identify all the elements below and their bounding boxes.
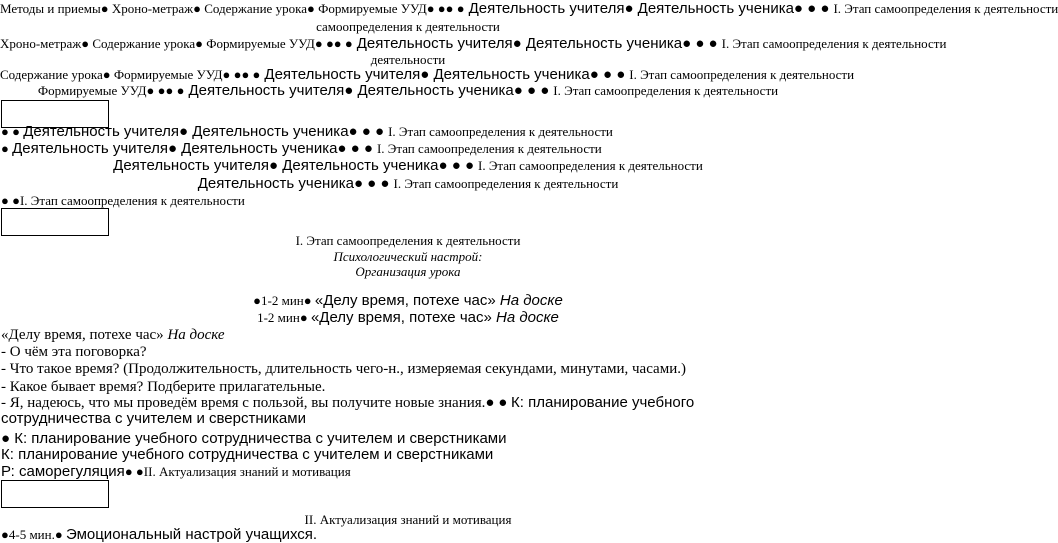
header-row-5 bbox=[0, 124, 817, 140]
timing-a-time: 1-2 мин bbox=[261, 293, 304, 308]
dialogue-question-3: - Какое бывает время? Подберите прилагательные. bbox=[1, 379, 326, 395]
header-row-6 bbox=[0, 141, 817, 157]
dialogue-question-1: - О чём эта поговорка? bbox=[1, 344, 147, 360]
timing-a-board: На доске bbox=[495, 292, 563, 309]
header-row-4-cols: Формируемые УУД● ●● ● bbox=[37, 83, 185, 98]
header-row-2-stage: I. Этап самоопределения к деятельности bbox=[721, 36, 947, 51]
header-row-9-stage: I. Этап самоопределения к деятельности bbox=[19, 193, 245, 208]
stage-2-title: II. Актуализация знаний и мотивация bbox=[304, 512, 512, 527]
dialogue-question-4-bullets: ● ● bbox=[485, 395, 512, 411]
timing-b-time: 1-2 мин bbox=[257, 310, 300, 325]
header-row-2-roles: Деятельность учителя● Деятельность ученика● ● ● bbox=[356, 35, 718, 52]
dialogue-quote-line bbox=[0, 327, 817, 343]
empty-cell-box-3 bbox=[1, 480, 109, 508]
header-row-3-roles: Деятельность учителя● Деятельность ученика● ● ● bbox=[264, 66, 626, 83]
header-row-1-wrap bbox=[0, 19, 816, 35]
timing-a-bullet-2: ● bbox=[303, 293, 315, 308]
stage-1-title: I. Этап самоопределения к деятельности bbox=[295, 233, 521, 248]
header-row-3-stage: I. Этап самоопределения к деятельности bbox=[629, 67, 855, 82]
uud-p-bullets: ● ● bbox=[124, 464, 144, 479]
header-row-1-stage: I. Этап самоопределения к деятельности bbox=[833, 1, 1058, 16]
header-row-8 bbox=[0, 176, 816, 192]
header-row-6-roles: Деятельность учителя● Деятельность ученика● ● ● bbox=[12, 140, 373, 157]
stage-1-subtitle-2: Организация урока bbox=[355, 264, 461, 279]
uud-p-line bbox=[0, 464, 817, 480]
header-row-7-roles: Деятельность учителя● Деятельность ученика● ● ● bbox=[113, 157, 475, 174]
header-row-2-stage-wrap: деятельности bbox=[370, 52, 446, 67]
dialogue-question-4 bbox=[0, 395, 816, 427]
timing-a-bullet: ● bbox=[253, 293, 262, 308]
stage-2-first-line bbox=[0, 527, 817, 543]
header-row-1-roles: Деятельность учителя● Деятельность ученика● ● ● bbox=[468, 0, 830, 17]
header-row-7-stage: I. Этап самоопределения к деятельности bbox=[478, 158, 703, 173]
header-row-6-bullets: ● bbox=[1, 141, 13, 156]
header-row-8-roles: Деятельность ученика● ● ● bbox=[197, 175, 390, 192]
dialogue-question-4-uud: К: планирование учебного сотрудничества с учителем и сверстниками bbox=[1, 394, 695, 427]
dialogue-question-4-text: - Я, надеюсь, что мы проведём время с пользой, вы получите новые знания. bbox=[1, 395, 486, 411]
header-row-2-cols: Хроно-метраж● Содержание урока● Формируемые УУД● ●● ● bbox=[0, 36, 353, 51]
header-row-1 bbox=[0, 0, 1058, 17]
header-row-7 bbox=[0, 158, 816, 174]
timing-b-board: На доске bbox=[491, 309, 559, 326]
stage-2-bullet: ● bbox=[1, 527, 9, 542]
header-row-2 bbox=[0, 35, 947, 52]
header-row-4-roles: Деятельность учителя● Деятельность ученика● ● ● bbox=[188, 82, 550, 99]
header-row-5-bullets: ● ● bbox=[1, 124, 24, 139]
stage-1-subtitle-1: Психологический настрой: bbox=[333, 249, 483, 264]
timing-b-quote: «Делу время, потехе час» bbox=[310, 309, 492, 326]
header-row-3-cols: Содержание урока● Формируемые УУД● ●● ● bbox=[0, 67, 261, 82]
dialogue-question-2: - Что такое время? (Продолжительность, длительность чего-н., измеряемая секундами, минутами, часами.) bbox=[1, 361, 686, 377]
timing-line-b bbox=[0, 310, 816, 326]
dialogue-board: На доске bbox=[163, 327, 225, 343]
empty-cell-box-2 bbox=[1, 208, 109, 236]
timing-b-bullet: ● bbox=[299, 310, 311, 325]
header-row-1-cols: Методы и приемы● Хроно-метраж● Содержание урока● Формируемые УУД● ●● ● bbox=[0, 1, 465, 16]
uud-k-line-1: ● К: планирование учебного сотрудничества с учителем и сверстниками bbox=[1, 430, 507, 447]
header-row-3 bbox=[0, 66, 855, 83]
header-row-8-stage: I. Этап самоопределения к деятельности bbox=[393, 176, 619, 191]
header-row-4-stage: I. Этап самоопределения к деятельности bbox=[553, 83, 779, 98]
uud-k-line-2: К: планирование учебного сотрудничества с учителем и сверстниками bbox=[1, 446, 494, 463]
header-row-9-bullets: ● ● bbox=[1, 193, 20, 208]
header-row-9 bbox=[0, 193, 817, 209]
timing-a-quote: «Делу время, потехе час» bbox=[314, 292, 496, 309]
header-row-4 bbox=[0, 83, 816, 99]
stage-2-text: Эмоциональный настрой учащихся. bbox=[65, 526, 318, 543]
uud-p-text: Р: саморегуляция bbox=[1, 463, 125, 480]
stage-2-bullet-2: ● bbox=[54, 527, 66, 542]
header-row-1-stage-wrap: самоопределения к деятельности bbox=[316, 19, 500, 34]
uud-p-stage: II. Актуализация знаний и мотивация bbox=[143, 464, 351, 479]
stage-2-time: 4-5 мин. bbox=[8, 527, 55, 542]
header-row-5-stage: I. Этап самоопределения к деятельности bbox=[388, 124, 613, 139]
dialogue-quote: «Делу время, потехе час» bbox=[1, 327, 164, 343]
header-row-6-stage: I. Этап самоопределения к деятельности bbox=[376, 141, 602, 156]
timing-line-a bbox=[0, 293, 816, 309]
header-row-5-roles: Деятельность учителя● Деятельность ученика● ● ● bbox=[23, 123, 385, 140]
